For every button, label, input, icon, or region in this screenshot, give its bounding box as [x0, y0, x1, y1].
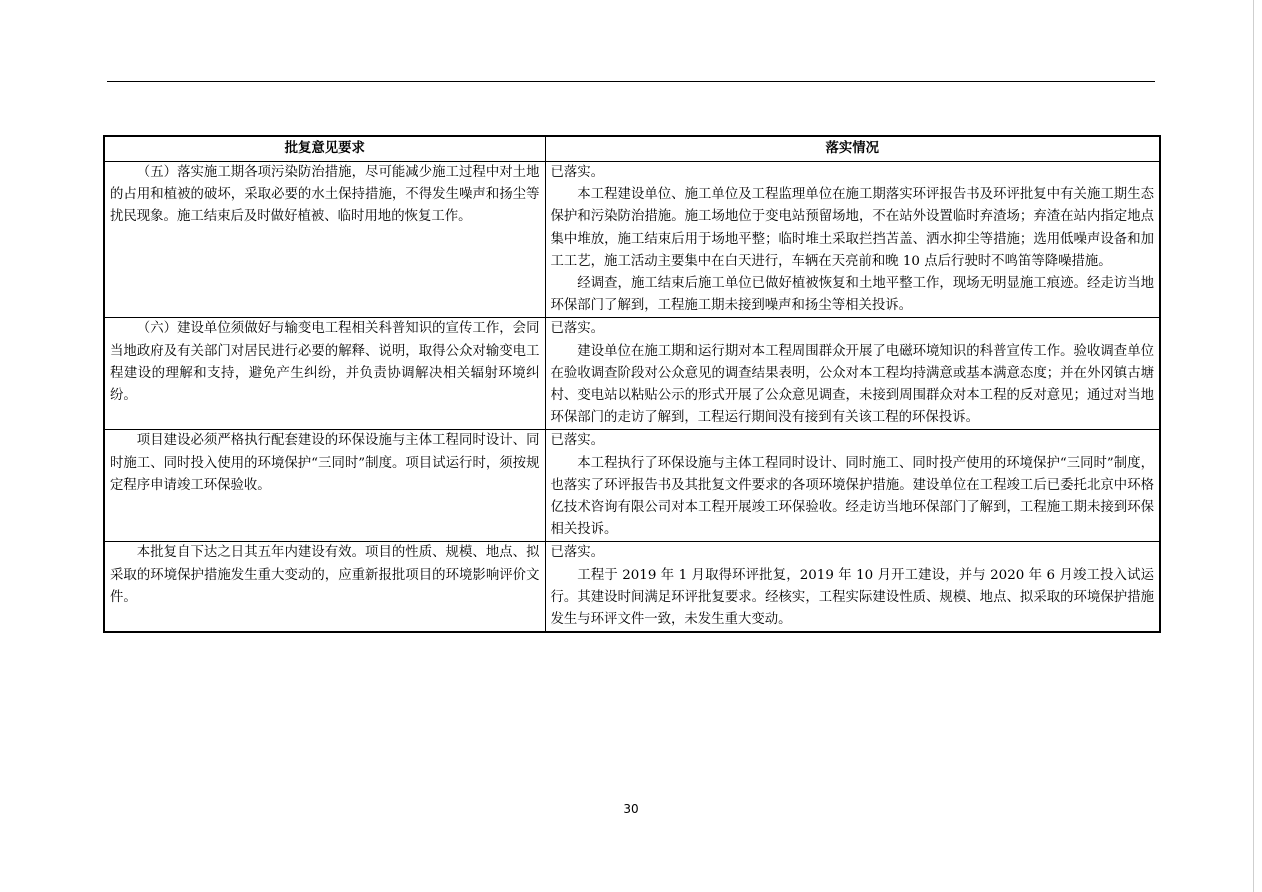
- implementation-paragraph: 本工程建设单位、施工单位及工程监理单位在施工期落实环评报告书及环评批复中有关施工期生态保护和污染防治措施。施工场地位于变电站预留场地，不在站外设置临时弃渣场；弃渣在站内指定地点集中堆放，施工结束后用于场地平整；临时堆土采取拦挡苫盖、洒水抑尘等措施；选用低噪声设备和加工工艺，施工活动主要集中在白天进行，车辆在天亮前和晚 10 点后行驶时不鸣笛等降噪措施。: [550, 187, 1154, 269]
- header-rule: [107, 81, 1155, 82]
- table-row: [104, 162, 1160, 318]
- requirement-text: 本批复自下达之日其五年内建设有效。项目的性质、规模、地点、拟采取的环境保护措施发生重大变动的，应重新报批项目的环境影响评价文件。: [110, 545, 540, 605]
- requirement-text: （六）建设单位须做好与输变电工程相关科普知识的宣传工作，会同当地政府及有关部门对居民进行必要的解释、说明，取得公众对输变电工程建设的理解和支持，避免产生纠纷，并负责协调解决相关辐射环境纠纷。: [110, 321, 540, 404]
- requirement-cell: [104, 430, 545, 542]
- table-row: [104, 318, 1160, 430]
- requirement-cell: [104, 162, 545, 318]
- implementation-cell: [545, 318, 1160, 430]
- table-row: [104, 542, 1160, 632]
- status-text: 已落实。: [550, 321, 605, 337]
- status-text: 已落实。: [550, 433, 605, 449]
- table-header-row: [104, 136, 1160, 162]
- implementation-cell: [545, 542, 1160, 632]
- page-number: 30: [623, 802, 639, 816]
- table-row: [104, 430, 1160, 542]
- requirement-cell: [104, 318, 545, 430]
- implementation-paragraph: 工程于 2019 年 1 月取得环评批复，2019 年 10 月开工建设，并与 2020 年 6 月竣工投入试运行。其建设时间满足环评批复要求。经核实，工程实际建设性质、规模、地点、拟采取的环境保护措施发生与环评文件一致，未发生重大变动。: [550, 567, 1154, 628]
- implementation-paragraph: 本工程执行了环保设施与主体工程同时设计、同时施工、同时投产使用的环境保护“三同时”制度，也落实了环评报告书及其批复文件要求的各项环境保护措施。建设单位在工程竣工后已委托北京中环格亿技术咨询有限公司对本工程开展竣工环保验收。经走访当地环保部门了解到，工程施工期未接到环保相关投诉。: [550, 455, 1154, 538]
- requirement-text: （五）落实施工期各项污染防治措施，尽可能减少施工过程中对土地的占用和植被的破坏，采取必要的水土保持措施，不得发生噪声和扬尘等扰民现象。施工结束后及时做好植被、临时用地的恢复工作。: [110, 165, 540, 225]
- header-implementation: 落实情况: [545, 136, 1160, 162]
- requirement-text: 项目建设必须严格执行配套建设的环保设施与主体工程同时设计、同时施工、同时投入使用的环境保护“三同时”制度。项目试运行时，须按规定程序申请竣工环保验收。: [110, 433, 540, 493]
- implementation-paragraph: 建设单位在施工期和运行期对本工程周围群众开展了电磁环境知识的科普宣传工作。验收调查单位在验收调查阶段对公众意见的调查结果表明，公众对本工程均持满意或基本满意态度；并在外冈镇古塘村、变电站以粘贴公示的形式开展了公众意见调查，未接到周围群众对本工程的反对意见；通过对当地环保部门的走访了解到，工程运行期间没有接到有关该工程的环保投诉。: [550, 343, 1154, 426]
- implementation-cell: [545, 430, 1160, 542]
- approval-implementation-table: [103, 135, 1161, 633]
- page-edge: [1253, 0, 1254, 892]
- implementation-cell: [545, 162, 1160, 318]
- status-text: 已落实。: [550, 165, 605, 180]
- implementation-paragraph: 经调查，施工结束后施工单位已做好植被恢复和土地平整工作，现场无明显施工痕迹。经走访当地环保部门了解到，工程施工期未接到噪声和扬尘等相关投诉。: [550, 276, 1154, 314]
- status-text: 已落实。: [550, 545, 605, 561]
- requirement-cell: [104, 542, 545, 632]
- header-requirement: 批复意见要求: [104, 136, 545, 162]
